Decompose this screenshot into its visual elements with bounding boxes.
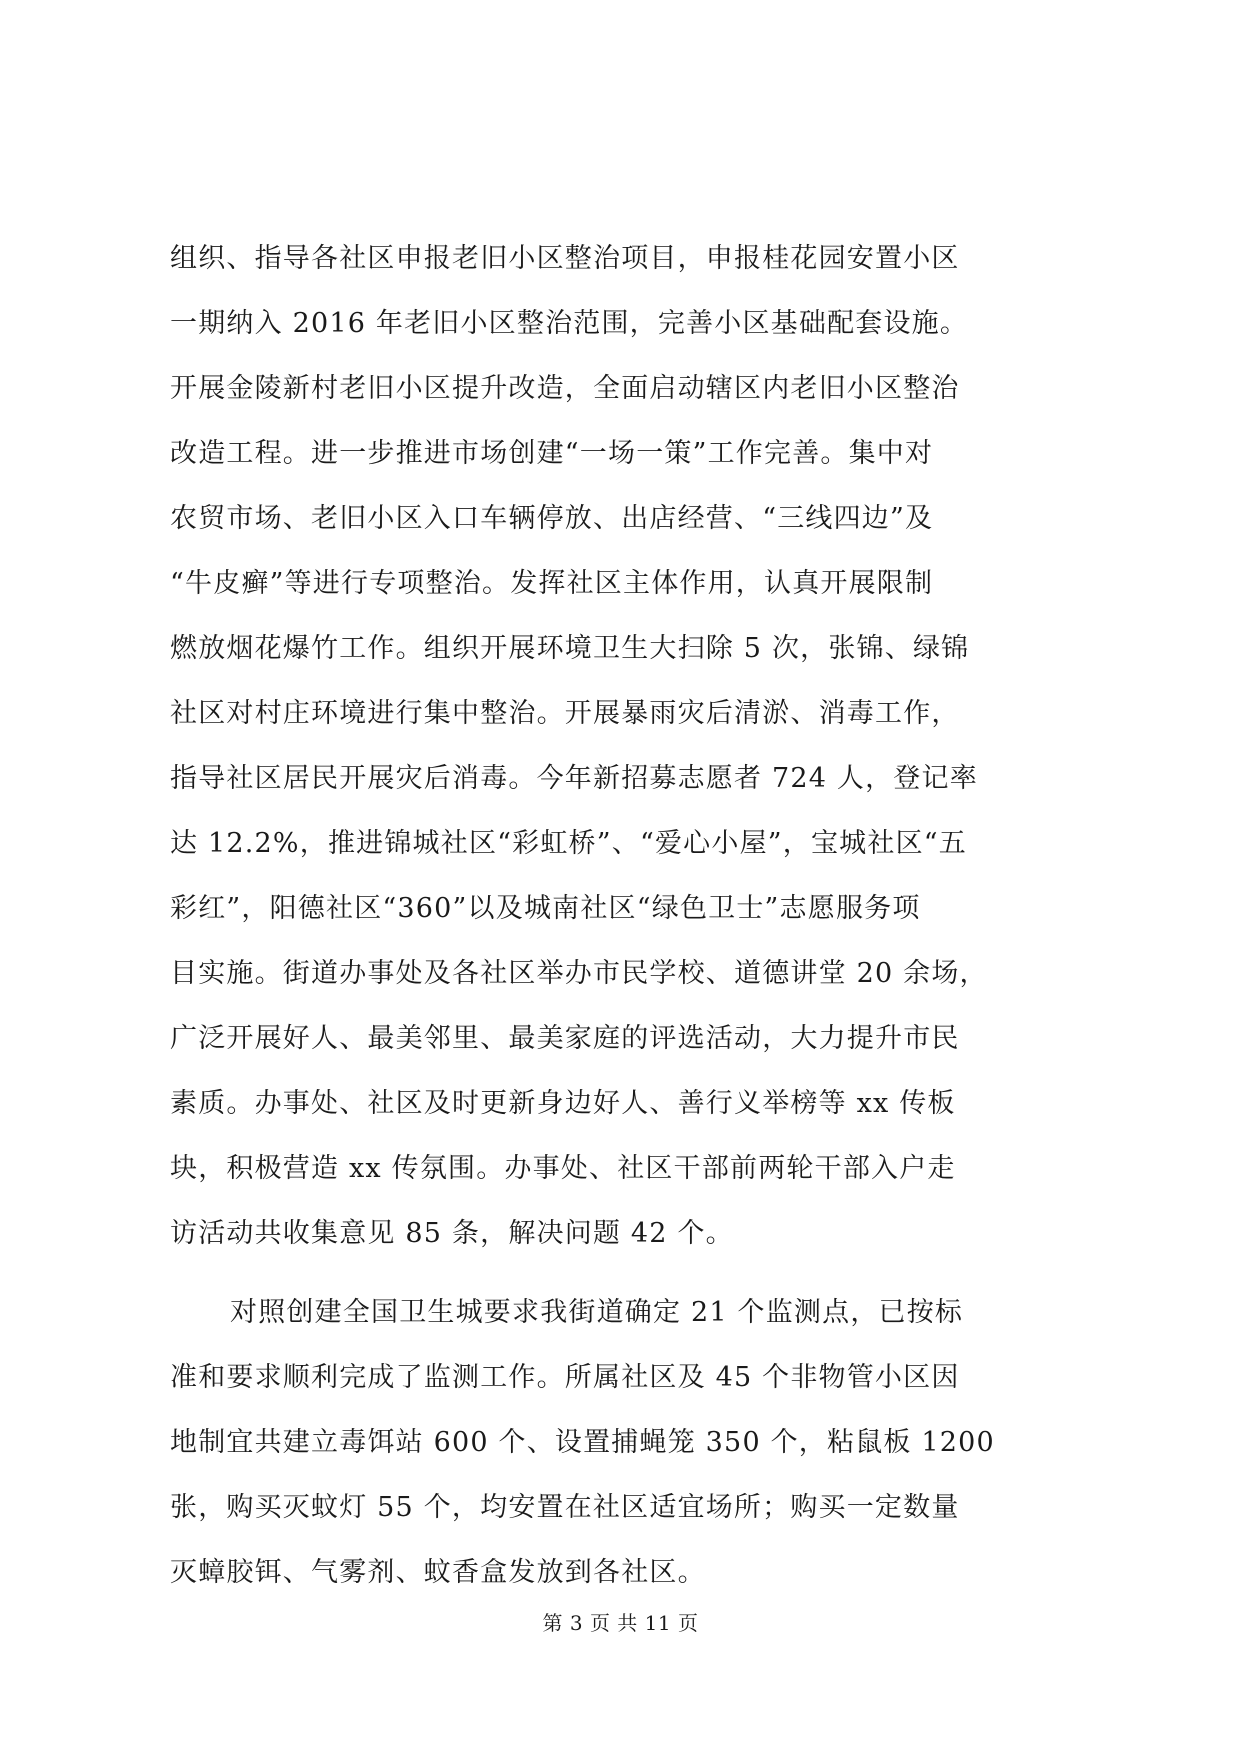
text-line: 彩红”，阳德社区“360”以及城南社区“绿色卫士”志愿服务项 bbox=[170, 893, 921, 924]
text-line: 改造工程。进一步推进市场创建“一场一策”工作完善。集中对 bbox=[170, 438, 934, 469]
text-line: 对照创建全国卫生城要求我街道确定 21 个监测点，已按标 bbox=[230, 1297, 964, 1328]
text-line: 目实施。街道办事处及各社区举办市民学校、道德讲堂 20 余场， bbox=[170, 958, 988, 989]
text-line: 灭蟑胶铒、气雾剂、蚊香盒发放到各社区。 bbox=[170, 1557, 706, 1588]
text-line: 开展金陵新村老旧小区提升改造，全面启动辖区内老旧小区整治 bbox=[170, 373, 960, 404]
paragraph-2 bbox=[170, 1280, 1085, 1605]
text-line: 地制宜共建立毒饵站 600 个、设置捕蝇笼 350 个，粘鼠板 1200 bbox=[170, 1427, 995, 1458]
text-line: 组织、指导各社区申报老旧小区整治项目，申报桂花园安置小区 bbox=[170, 243, 960, 274]
paragraph-1 bbox=[170, 226, 1085, 1266]
text-line: 农贸市场、老旧小区入口车辆停放、出店经营、“三线四边”及 bbox=[170, 503, 934, 534]
text-line: 张，购买灭蚊灯 55 个，均安置在社区适宜场所；购买一定数量 bbox=[170, 1492, 960, 1523]
text-line: 广泛开展好人、最美邻里、最美家庭的评选活动，大力提升市民 bbox=[170, 1023, 960, 1054]
page-footer: 第 3 页 共 11 页 bbox=[542, 1611, 699, 1635]
text-line: 素质。办事处、社区及时更新身边好人、善行义举榜等 xx 传板 bbox=[170, 1088, 956, 1119]
text-line: 指导社区居民开展灾后消毒。今年新招募志愿者 724 人，登记率 bbox=[170, 763, 978, 794]
document-body bbox=[170, 226, 1085, 1605]
text-line: 准和要求顺利完成了监测工作。所属社区及 45 个非物管小区因 bbox=[170, 1362, 960, 1393]
text-line: 访活动共收集意见 85 条，解决问题 42 个。 bbox=[170, 1218, 734, 1249]
text-line: 燃放烟花爆竹工作。组织开展环境卫生大扫除 5 次，张锦、绿锦 bbox=[170, 633, 970, 664]
text-line: 达 12.2%，推进锦城社区“彩虹桥”、“爱心小屋”，宝城社区“五 bbox=[170, 828, 967, 859]
text-line: “牛皮癣”等进行专项整治。发挥社区主体作用，认真开展限制 bbox=[170, 568, 934, 599]
text-line: 一期纳入 2016 年老旧小区整治范围，完善小区基础配套设施。 bbox=[170, 308, 969, 339]
text-line: 社区对村庄环境进行集中整治。开展暴雨灾后清淤、消毒工作， bbox=[170, 698, 960, 729]
text-line: 块，积极营造 xx 传氛围。办事处、社区干部前两轮干部入户走 bbox=[170, 1153, 956, 1184]
